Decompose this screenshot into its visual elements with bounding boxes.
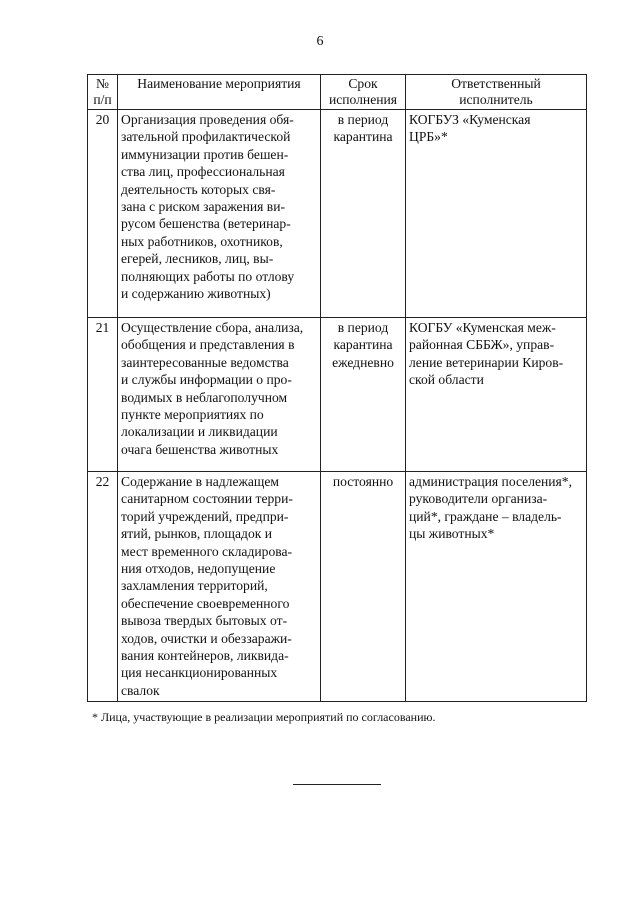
page-number: 6 [316, 34, 324, 49]
header-responsible: Ответственный исполнитель [406, 75, 587, 110]
header-term: Срок исполнения [321, 75, 406, 110]
responsible-executor: КОГБУЗ «Куменская ЦРБ»* [406, 110, 587, 318]
end-divider [293, 784, 381, 785]
measure-name: Осуществление сбора, анализа, обобщения и представления в заинтересованные ведомства и службы информации о про- водимых в неблагополучном пункте мероприятиях по локализации и ликвидации очага бешенства животных [118, 318, 321, 472]
measures-table [87, 74, 587, 702]
row-number: 20 [88, 110, 118, 318]
measure-name: Организация проведения обя- зательной профилактической иммунизации против бешен- ства лиц, профессиональная деятельность которых свя- зана с риском заражения ви- русом бешенства (ветеринар- ных работников, охотников, егерей, лесников, лиц, вы- полняющих работы по отлову и содержанию животных) [118, 110, 321, 318]
header-name: Наименование мероприятия [118, 75, 321, 110]
measure-name: Содержание в надлежащем санитарном состоянии терри- торий учреждений, предпри- ятий, рынков, площадок и мест временного складирова- ния отходов, недопущение захламления территорий, обеспечение своевременного вывоза твердых бытовых от- ходов, очистки и обеззаражи- вания контейнеров, ликвида- ция несанкционированных свалок [118, 472, 321, 702]
footnote: * Лица, участвующие в реализации мероприятий по согласованию. [92, 710, 436, 724]
execution-term: постоянно [321, 472, 406, 702]
table-row [88, 472, 587, 702]
row-number: 21 [88, 318, 118, 472]
responsible-executor: КОГБУ «Куменская меж- районная СББЖ», управ- ление ветеринарии Киров- ской области [406, 318, 587, 472]
header-num: № п/п [88, 75, 118, 110]
table-row [88, 318, 587, 472]
execution-term: в период карантина ежедневно [321, 318, 406, 472]
row-number: 22 [88, 472, 118, 702]
responsible-executor: администрация поселения*, руководители организа- ций*, граждане – владель- цы животных* [406, 472, 587, 702]
table-row [88, 110, 587, 318]
table-header-row [88, 75, 587, 110]
execution-term: в период карантина [321, 110, 406, 318]
